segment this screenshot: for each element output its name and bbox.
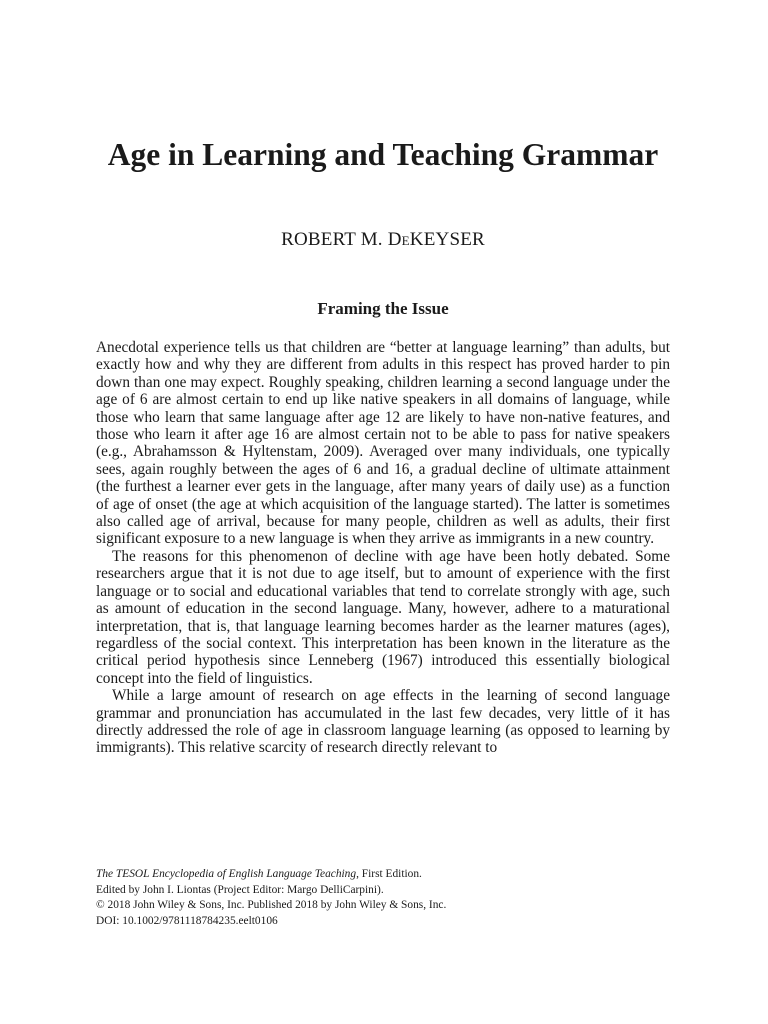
author-name-first: ROBERT M. D <box>281 229 402 250</box>
section-heading: Framing the Issue <box>317 299 449 318</box>
paragraph-2: The reasons for this phenomenon of decline with age have been hotly debated. Some researchers argue that it is not due to age itself, but to amount of experience with the first language or to social and educational variables that tend to correlate strongly with age, such as amount of education in the second language. Many, however, adhere to a maturational interpretation, that is, that language learning becomes harder as the learner matures (ages), regardless of the social context. This interpretation has been known in the literature as the critical period hypothesis since Lenneberg (1967) introduced this essentially biological concept into the field of linguistics. <box>96 547 670 687</box>
author-name-last: KEYSER <box>409 229 485 250</box>
footer-editors: Edited by John I. Liontas (Project Editor: Margo DelliCarpini). <box>96 883 384 896</box>
author-name <box>96 228 670 252</box>
article-title: Age in Learning and Teaching Grammar <box>107 137 659 172</box>
author-name-smallcaps: e <box>401 229 410 250</box>
footer-book-title: The TESOL Encyclopedia of English Language Teaching <box>96 868 357 880</box>
publication-footer <box>96 867 670 929</box>
footer-copyright: © 2018 John Wiley & Sons, Inc. Published 2018 by John Wiley & Sons, Inc. <box>96 899 447 911</box>
body-text <box>96 339 670 757</box>
footer-book-line <box>96 867 670 883</box>
footer-doi: DOI: 10.1002/9781118784235.eelt0106 <box>96 914 278 927</box>
paragraph-1: Anecdotal experience tells us that children are “better at language learning” than adults, but exactly how and why they are different from adults in this respect has proved harder to pin down than one may expect. Roughly speaking, children learning a second language under the age of 6 are almost certain to end up like native speakers in all domains of language, while those who learn that same language after age 12 are likely to have non-native features, and those who learn it after age 16 are almost certain not to be able to pass for native speakers (e.g., Abrahamsson & Hyltenstam, 2009). Averaged over many individuals, one typically sees, again roughly between the ages of 6 and 16, a gradual decline of ultimate attainment (the furthest a learner ever gets in the language, after many years of daily use) as a function of age of onset (the age at which acquisition of the language started). The latter is sometimes also called age of arrival, because for many people, children as well as adults, their first significant exposure to a new language is when they arrive as immigrants in a new country. <box>96 339 670 548</box>
footer-edition: , First Edition. <box>356 868 422 880</box>
paragraph-3: While a large amount of research on age effects in the learning of second language grammar and pronunciation has accumulated in the last few decades, very little of it has directly addressed the role of age in classroom language learning (as opposed to learning by immigrants). This relative scarcity of research directly relevant to <box>96 687 670 757</box>
